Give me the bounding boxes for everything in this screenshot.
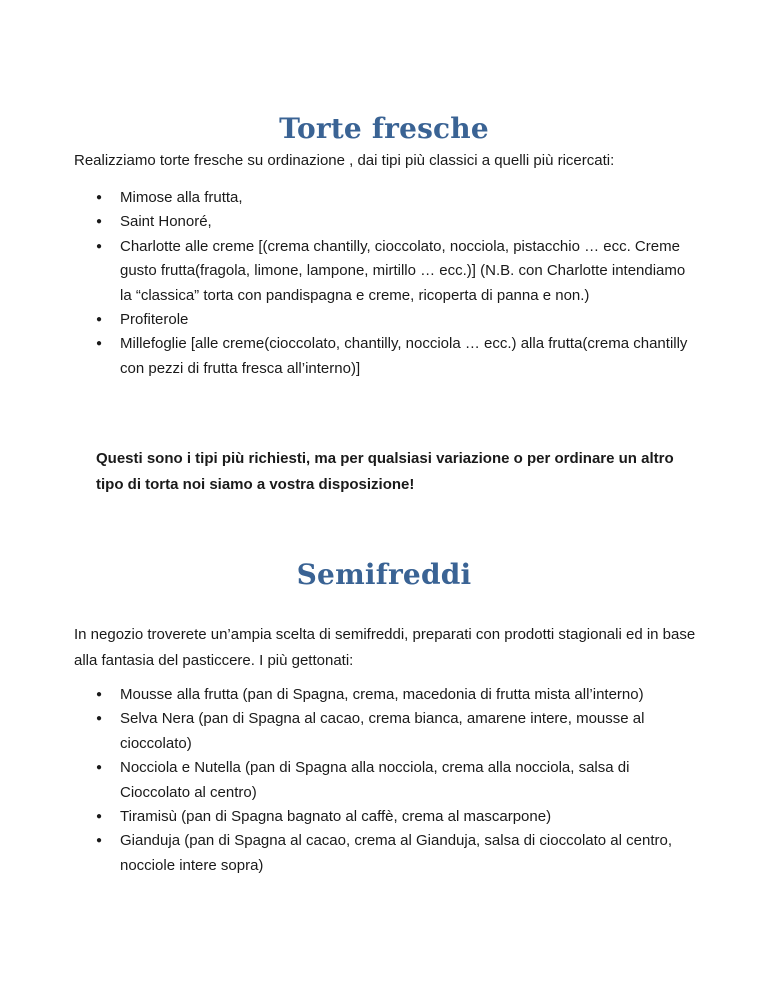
list-item-text: Mimose alla frutta, [120, 189, 243, 206]
list-semifreddi [0, 683, 672, 878]
bullet-dot-icon: ● [96, 689, 103, 700]
section-intro-semifreddi: In negozio troverete un’ampia scelta di semifreddi, preparati con prodotti stagionali ed in base alla fantasia del pasticcere. I più gettonati: [74, 626, 696, 669]
list-item [0, 332, 688, 381]
list-item-text: Millefoglie [alle creme(cioccolato, chantilly, nocciola … ecc.) alla frutta(crema chantilly con pezzi di frutta fresca all’interno)] [120, 335, 688, 377]
list-item-text: Tiramisù (pan di Spagna bagnato al caffè, crema al mascarpone) [120, 808, 552, 826]
bullet-dot-icon: ● [96, 811, 103, 823]
list-item [0, 308, 640, 332]
list-item-text: Gianduja (pan di Spagna al cacao, crema al Gianduja, salsa di cioccolato al centro, nocciole intere sopra) [120, 832, 672, 874]
list-item [0, 683, 644, 707]
list-item-text: Charlotte alle creme [(crema chantilly, cioccolato, nocciola, pistacchio … ecc. Creme gusto frutta(fragola, limone, lampone, mirtillo … ecc.)] (N.B. con Charlotte intendiamo la “classica” torta con pandispagna e creme, ricoperta di panna e non.) [120, 237, 686, 304]
list-item [0, 186, 640, 210]
bullet-dot-icon: ● [96, 338, 103, 350]
bullet-dot-icon: ● [96, 762, 103, 774]
list-item [0, 829, 672, 878]
list-item-text: Profiterole [120, 311, 189, 329]
list-item-text: Mousse alla frutta (pan di Spagna, crema, macedonia di frutta mista all’interno) [120, 686, 644, 703]
section-note-torte-fresche: Questi sono i tipi più richiesti, ma per qualsiasi variazione o per ordinare un altro tipo di torta noi siamo a vostra disposizione! [96, 450, 674, 493]
section-title-torte-fresche: Torte fresche [279, 112, 489, 145]
list-item [0, 805, 640, 829]
list-torte-fresche [0, 186, 688, 381]
bullet-dot-icon: ● [96, 713, 103, 725]
list-item-text: Selva Nera (pan di Spagna al cacao, crema bianca, amarene intere, mousse al cioccolato) [120, 710, 645, 752]
bullet-dot-icon: ● [96, 835, 103, 847]
section-intro-torte-fresche: Realizziamo torte fresche su ordinazione , dai tipi più classici a quelli più ricercati: [74, 152, 615, 169]
list-item [0, 235, 686, 308]
list-item-text: Saint Honoré, [120, 213, 212, 231]
bullet-dot-icon: ● [96, 314, 103, 326]
list-item [0, 707, 645, 756]
list-item [0, 756, 640, 805]
bullet-dot-icon: ● [96, 240, 103, 252]
bullet-dot-icon: ● [96, 192, 103, 203]
bullet-dot-icon: ● [96, 216, 103, 228]
list-item [0, 210, 640, 234]
list-item-text: Nocciola e Nutella (pan di Spagna alla nocciola, crema alla nocciola, salsa di Cioccolato al centro) [120, 759, 630, 801]
section-title-semifreddi: Semifreddi [296, 558, 472, 591]
